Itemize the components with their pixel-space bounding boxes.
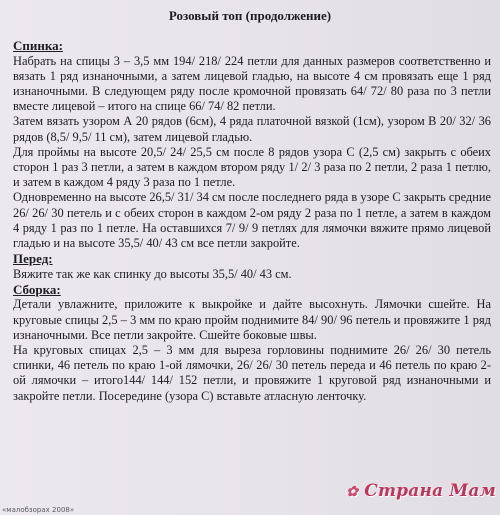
copyright-note: «малобзорах 2008» — [2, 506, 75, 514]
document-title: Розовый топ (продолжение) — [168, 8, 332, 23]
paragraph: Набрать на спицы 3 – 3,5 мм 194/ 218/ 224 петли для данных размеров соответственно и вязать 1 ряд изнаночными, а затем лицевой гладью, на высоте 4 см провязать еще 1 ряд изнаночными. В следующем ряду после кромочной провязать 64/ 72/ 80 раза по 3 петли вместе лицевой – итого на спице 66/ 74/ 82 петли. — [13, 53, 491, 114]
paragraph: Одновременно на высоте 26,5/ 31/ 34 см после последнего ряда в узоре С закрыть средние 26/ 26/ 30 петель и с обеих сторон в каждом 2-ом ряду 2 раза по 1 петле, а затем в каждом 4 ряду 1 раз по 1 петле. На оставшихся 7/ 9/ 9 петлях для лямочки вяжите прямо лицевой гладью и на высоте 35,5/ 40/ 43 см все петли закройте. — [13, 190, 491, 250]
section-heading-assembly: Сборка: — [13, 281, 61, 297]
flower-icon: ✿ — [346, 484, 359, 500]
section-front — [13, 251, 491, 282]
paragraph: На круговых спицах 2,5 – 3 мм для выреза горловины поднимите 26/ 26/ 30 петель спинки, 46 петель по краю 1-ой лямочки, 26/ 26/ 30 петель переда и 46 петель по краю 2-ой лямочки – итого144/ 144/ 152 петли, и провяжите 1 круговой ряд изнаночными и закройте петли. Посередине (узора С) вставьте атласную ленточку. — [13, 342, 491, 403]
watermark-logo — [346, 481, 496, 501]
section-back — [13, 38, 491, 251]
section-heading-front: Перед: — [13, 251, 53, 267]
paragraph: Детали увлажните, приложите к выкройке и дайте высохнуть. Лямочки сшейте. На круговые спицы 2,5 – 3 мм по краю пройм поднимите 84/ 90/ 96 петель и провяжите 1 ряд изнаночными. Все петли закройте. Сшейте боковые швы. — [13, 297, 491, 342]
paragraph: Затем вязать узором А 20 рядов (6см), 4 ряда платочной вязкой (1см), узором В 20/ 32/ 36 рядов (8,5/ 9,5/ 11 см), затем лицевой гладью. — [13, 114, 491, 144]
section-heading-back: Спинка: — [13, 38, 63, 53]
paragraph: Для проймы на высоте 20,5/ 24/ 25,5 см после 8 рядов узора С (2,5 см) закрыть с обеих сторон 1 раз 3 петли, а затем в каждом втором ряду 1/ 2/ 3 раза по 2 петли, 2 раза 1 петлю, и затем в каждом 4 ряду 3 раза по 1 петле. — [13, 144, 491, 190]
section-assembly — [13, 282, 491, 404]
document-body — [13, 38, 491, 404]
paragraph: Вяжите так же как спинку до высоты 35,5/ 40/ 43 см. — [13, 266, 292, 281]
watermark-text: Страна Мам — [364, 481, 496, 501]
